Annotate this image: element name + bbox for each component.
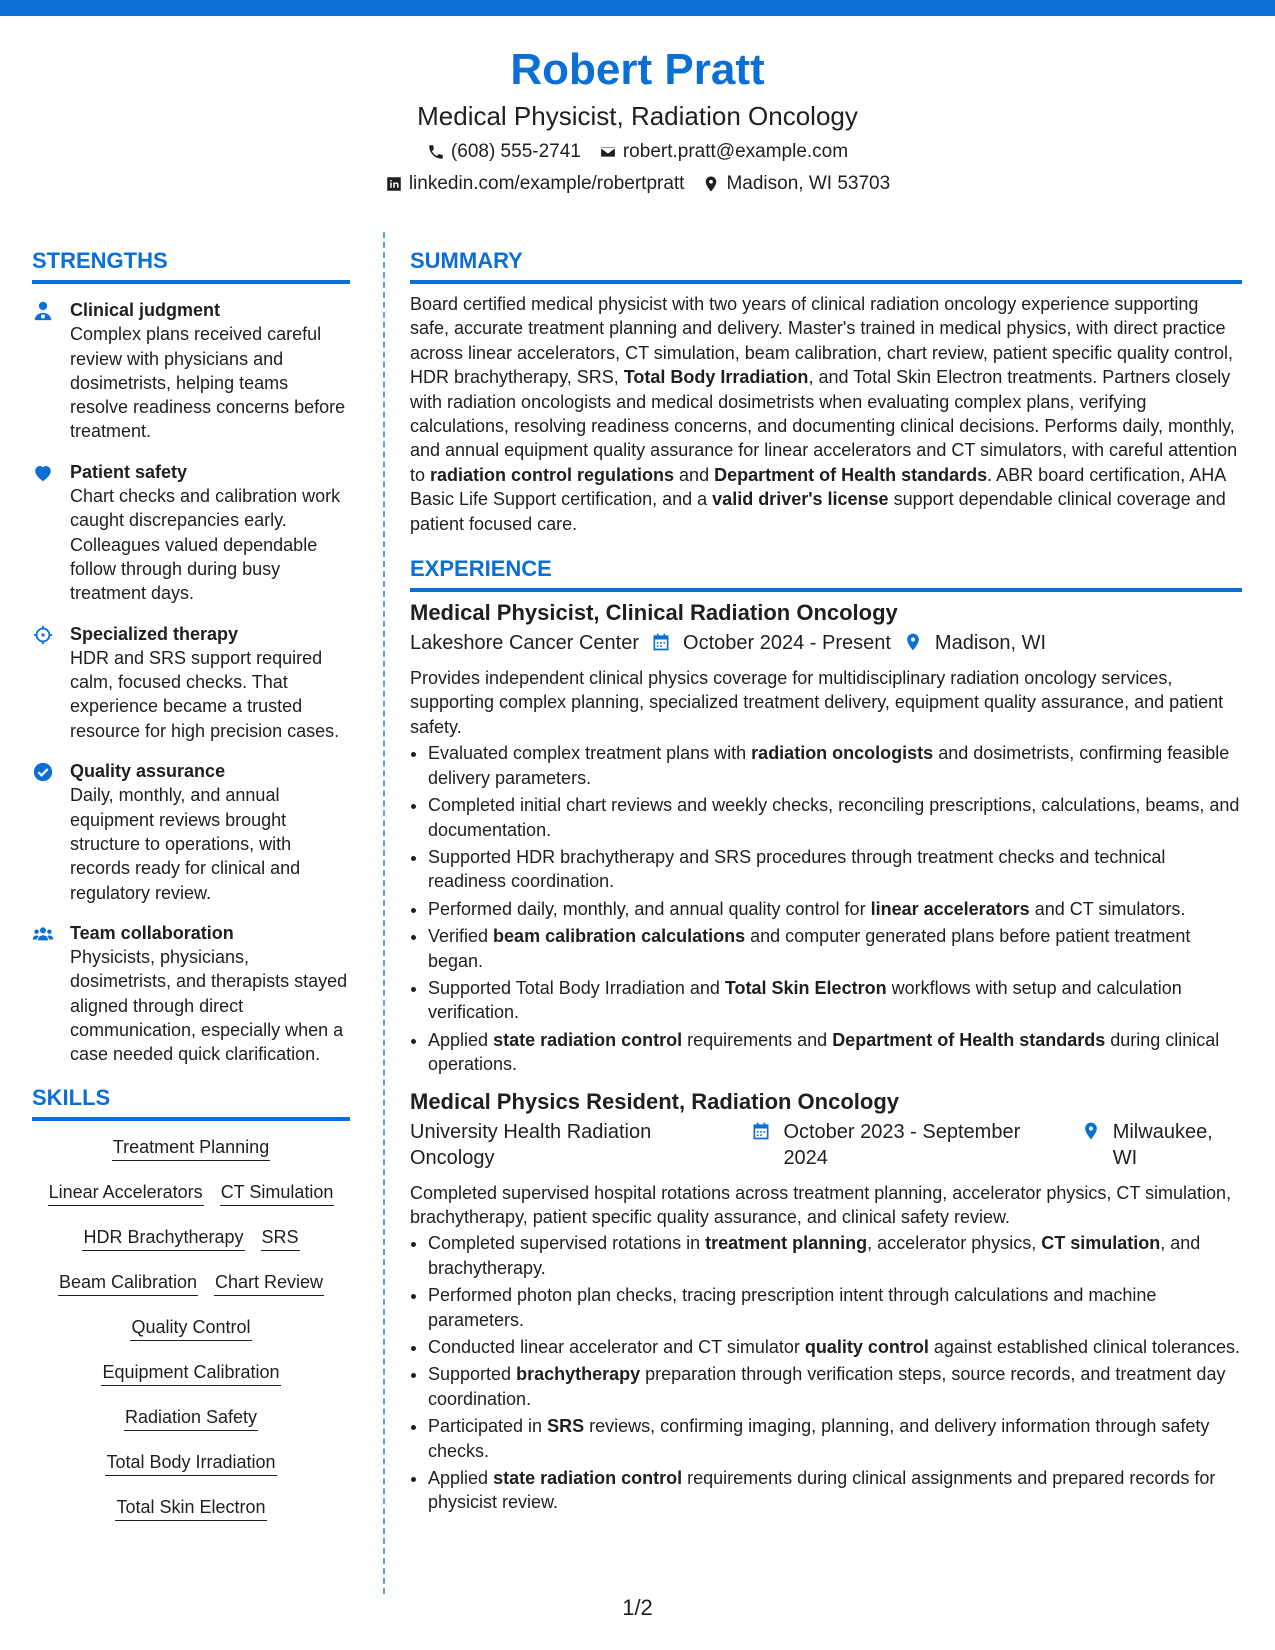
- location-text: Madison, WI 53703: [726, 173, 891, 194]
- text-segment: Applied: [428, 1468, 494, 1489]
- job-entry: [410, 598, 1242, 1077]
- bold-text: Department of Health standards: [832, 1029, 1106, 1050]
- strength-title: Quality assurance: [70, 761, 226, 782]
- heart-icon: [32, 460, 70, 606]
- skill-tag: Beam Calibration: [58, 1270, 198, 1296]
- bold-text: radiation control regulations: [430, 464, 675, 485]
- strength-description: HDR and SRS support required calm, focused checks. That experience became a trusted resource for high precision cases.: [70, 647, 340, 741]
- left-column: [32, 246, 350, 1540]
- job-bullet: [428, 1231, 1242, 1280]
- job-meta: [410, 1119, 1242, 1171]
- company-name: University Health Radiation Oncology: [410, 1120, 652, 1169]
- skill-row: [32, 1450, 350, 1476]
- text-segment: Applied: [428, 1029, 494, 1050]
- skill-tag: SRS: [261, 1225, 300, 1251]
- bold-text: radiation oncologists: [751, 743, 934, 764]
- bold-text: state radiation control: [493, 1029, 683, 1050]
- strength-description: Complex plans received careful review with physicians and dosimetrists, helping teams resolve readiness concerns before treatment.: [70, 324, 346, 442]
- skill-tag: Quality Control: [130, 1315, 251, 1341]
- strength-item: [32, 460, 350, 606]
- bold-text: linear accelerators: [870, 898, 1030, 919]
- column-divider: [383, 232, 385, 1594]
- resume-header: [0, 40, 1275, 196]
- job-bullet: [428, 1466, 1242, 1515]
- top-accent-bar: [0, 0, 1275, 16]
- strength-description: Daily, monthly, and annual equipment reviews brought structure to operations, with records ready for clinical and regulatory review.: [70, 785, 301, 903]
- skill-tag: Radiation Safety: [124, 1405, 258, 1431]
- phone-text: (608) 555-2741: [450, 141, 581, 162]
- text-segment: Supported Total Body Irradiation and: [428, 977, 725, 998]
- skill-tag: HDR Brachytherapy: [82, 1225, 244, 1251]
- text-segment: and: [674, 464, 715, 485]
- text-segment: Board certified medical physicist with two years of clinical radiation oncology experience supporting safe, accurate treatment planning and delivery. Master's trained in medical physics, with direct practice across linear accelerators, CT simulation, beam calibration, chart review, patient specific quality control, HDR brachytherapy, SRS,: [410, 294, 1234, 388]
- text-segment: and CT simulators.: [1029, 898, 1186, 919]
- text-segment: Supported HDR brachytherapy and SRS procedures through treatment checks and technical readiness coordination.: [428, 846, 1166, 892]
- summary-text: [410, 292, 1242, 536]
- strength-title: Team collaboration: [70, 922, 234, 943]
- experience-heading: EXPERIENCE: [410, 554, 1242, 592]
- text-segment: and computer generated plans before patient treatment began.: [428, 926, 1191, 971]
- text-segment: Evaluated complex treatment plans with: [428, 743, 752, 764]
- text-segment: workflows with setup and calculation verification.: [428, 977, 1182, 1023]
- skill-tag: CT Simulation: [220, 1180, 335, 1206]
- job-location: Madison, WI: [934, 632, 1047, 655]
- skill-row: [32, 1405, 350, 1431]
- skill-row: [32, 1495, 350, 1521]
- skill-row: [32, 1225, 350, 1251]
- strength-item: [32, 298, 350, 444]
- text-segment: , and Total Skin Electron treatments. Partners closely with radiation oncologists and medical dosimetrists when evaluating complex plans, verifying calculations, resolving readiness concerns, and documenting clinical decisions. Performs daily, monthly, and annual equipment quality assurance for linear accelerators and CT simulators, with careful attention to: [410, 367, 1238, 485]
- envelope-icon: [599, 143, 617, 161]
- text-segment: Participated in: [428, 1416, 548, 1437]
- text-segment: Performed daily, monthly, and annual quality control for: [428, 898, 871, 919]
- job-bullet: [428, 793, 1242, 842]
- calendar-icon: [751, 1119, 771, 1145]
- job-bullet: [428, 845, 1242, 894]
- job-meta: [410, 630, 1242, 656]
- job-role: Medical Physicist, Clinical Radiation Oncology: [410, 600, 898, 626]
- bold-text: Department of Health standards: [714, 464, 988, 485]
- bold-text: Total Body Irradiation: [623, 367, 809, 388]
- skill-row: [32, 1135, 350, 1161]
- job-bullet: [428, 1414, 1242, 1463]
- email-contact[interactable]: [599, 140, 848, 164]
- text-segment: Completed initial chart reviews and weekly checks, reconciling prescriptions, calculations, beams, and documentation.: [428, 795, 1240, 840]
- map-pin-icon: [1081, 1119, 1101, 1145]
- user-doctor-icon: [32, 298, 70, 444]
- text-segment: and dosimetrists, confirming feasible delivery parameters.: [428, 743, 1230, 788]
- strength-title: Specialized therapy: [70, 623, 239, 644]
- job-dates: October 2023 - September 2024: [783, 1120, 1021, 1169]
- check-circle-icon: [32, 759, 70, 905]
- job-bullet: [428, 1335, 1242, 1359]
- strength-title: Clinical judgment: [70, 300, 221, 320]
- bold-text: state radiation control: [493, 1468, 683, 1489]
- strength-text: [70, 298, 350, 444]
- candidate-name: Robert Pratt: [510, 45, 765, 94]
- job-dates: October 2024 - Present: [683, 632, 891, 655]
- text-segment: requirements and: [682, 1029, 833, 1050]
- skill-row: [32, 1180, 350, 1206]
- bold-text: quality control: [804, 1337, 929, 1357]
- strength-text: [70, 460, 350, 606]
- linkedin-icon: [385, 175, 403, 193]
- job-bullet: [428, 741, 1242, 790]
- text-segment: Verified: [428, 926, 494, 947]
- strengths-heading: STRENGTHS: [32, 246, 350, 284]
- job-description: Provides independent clinical physics coverage for multidisciplinary radiation oncology services, supporting complex planning, specialized treatment delivery, equipment quality assurance, and patient safety.: [410, 668, 1224, 737]
- job-bullet: [428, 1283, 1242, 1332]
- strength-text: [70, 759, 350, 905]
- strength-text: [70, 921, 350, 1067]
- text-segment: Completed supervised rotations in: [428, 1233, 706, 1254]
- text-segment: during clinical operations.: [428, 1029, 1220, 1075]
- skill-tag: Equipment Calibration: [101, 1360, 280, 1386]
- skill-tag: Treatment Planning: [112, 1135, 270, 1161]
- strength-text: [70, 622, 350, 743]
- job-role: Medical Physics Resident, Radiation Oncology: [410, 1088, 900, 1114]
- jobs-list: [410, 598, 1242, 1515]
- linkedin-text[interactable]: linkedin.com/example/robertpratt: [408, 173, 685, 194]
- text-segment: preparation through verification steps, source records, and treatment day coordination.: [428, 1364, 1226, 1409]
- candidate-title: Medical Physicist, Radiation Oncology: [417, 101, 858, 131]
- company-name: Lakeshore Cancer Center: [410, 632, 640, 655]
- contact-line-1: [0, 140, 1275, 164]
- strengths-list: [32, 298, 350, 1067]
- strength-item: [32, 759, 350, 905]
- job-bullet: [428, 924, 1242, 973]
- text-segment: reviews, confirming imaging, planning, and delivery information through safety checks.: [428, 1416, 1210, 1461]
- bold-text: valid driver's license: [712, 489, 889, 510]
- linkedin-contact[interactable]: [385, 172, 685, 196]
- bold-text: brachytherapy: [516, 1364, 641, 1385]
- text-segment: support dependable clinical coverage and patient focused care.: [410, 489, 1226, 534]
- bold-text: SRS: [547, 1416, 585, 1437]
- job-bullet: [428, 1362, 1242, 1411]
- bold-text: treatment planning: [705, 1233, 868, 1254]
- phone-icon: [427, 143, 445, 161]
- page-number: 1/2: [622, 1595, 653, 1620]
- map-pin-icon: [702, 175, 720, 193]
- skills-list: [32, 1135, 350, 1521]
- text-segment: , accelerator physics,: [867, 1233, 1042, 1254]
- job-location: Milwaukee, WI: [1112, 1120, 1213, 1169]
- location-contact: [702, 172, 890, 196]
- bold-text: CT simulation: [1041, 1233, 1161, 1254]
- job-bullet: [428, 976, 1242, 1025]
- skill-tag: Total Body Irradiation: [105, 1450, 276, 1476]
- strength-description: Chart checks and calibration work caught discrepancies early. Colleagues valued dependable follow through during busy treatment days.: [70, 486, 341, 604]
- job-bullet: [428, 1028, 1242, 1077]
- crosshair-icon: [32, 622, 70, 743]
- right-column: [410, 246, 1242, 1518]
- strength-title: Patient safety: [70, 461, 188, 482]
- skills-heading: SKILLS: [32, 1083, 350, 1121]
- job-entry: [410, 1087, 1242, 1515]
- job-bullet: [428, 897, 1242, 921]
- job-bullets: [410, 741, 1242, 1076]
- skill-tag: Chart Review: [214, 1270, 324, 1296]
- strength-item: [32, 921, 350, 1067]
- text-segment: against established clinical tolerances.: [928, 1337, 1241, 1357]
- bold-text: beam calibration calculations: [493, 926, 746, 947]
- text-segment: . ABR board certification, AHA Basic Life Support certification, and a: [410, 464, 1226, 510]
- strength-description: Physicists, physicians, dosimetrists, and therapists stayed aligned through direct communication, especially when a case needed quick clarification.: [70, 947, 348, 1065]
- text-segment: requirements during clinical assignments and prepared records for physicist review.: [428, 1468, 1216, 1513]
- bold-text: Total Skin Electron: [724, 977, 887, 998]
- skill-row: [32, 1315, 350, 1341]
- map-pin-icon: [903, 630, 923, 656]
- skill-tag: Linear Accelerators: [48, 1180, 204, 1206]
- skill-row: [32, 1360, 350, 1386]
- strength-item: [32, 622, 350, 743]
- skill-row: [32, 1270, 350, 1296]
- phone-contact: [427, 140, 581, 164]
- text-segment: , and brachytherapy.: [428, 1233, 1201, 1278]
- text-segment: Supported: [428, 1364, 517, 1385]
- job-description: Completed supervised hospital rotations across treatment planning, accelerator physics, CT simulation, brachytherapy, patient specific quality assurance, and clinical safety review.: [410, 1182, 1232, 1227]
- email-text[interactable]: robert.pratt@example.com: [622, 141, 849, 162]
- users-icon: [32, 921, 70, 1067]
- skill-tag: Total Skin Electron: [115, 1495, 266, 1521]
- summary-heading: SUMMARY: [410, 246, 1242, 284]
- text-segment: Conducted linear accelerator and CT simulator: [428, 1337, 805, 1357]
- text-segment: Performed photon plan checks, tracing prescription intent through calculations and machine parameters.: [428, 1285, 1157, 1330]
- contact-line-2: [0, 172, 1275, 196]
- job-bullets: [410, 1231, 1242, 1514]
- calendar-icon: [651, 630, 671, 656]
